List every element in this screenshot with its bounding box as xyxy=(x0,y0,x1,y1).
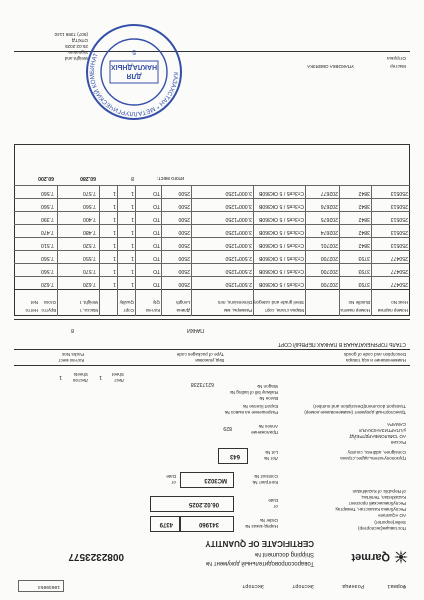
order-label-ru: Наряд-заказ № xyxy=(245,524,278,529)
table-cell: 2.500*1250 xyxy=(225,255,252,261)
signature-note-1: Weight and xyxy=(64,56,88,61)
goods-top-rule xyxy=(14,365,410,366)
goods-label-ru: Наименование и код товара xyxy=(345,358,406,363)
table-cell: ТО xyxy=(153,203,160,209)
table-header-cell-en: Bundle No xyxy=(348,300,370,305)
table-cell: 1 xyxy=(113,281,116,287)
table-cell: 7.550 xyxy=(83,255,96,261)
railway-bill-label-en: Railway bill of lading № xyxy=(230,390,278,395)
print-mode-label: Экспорт xyxy=(292,583,314,589)
sheets-total-label-en: Sheets xyxy=(73,372,88,377)
lot-value: 643 xyxy=(229,453,240,459)
table-cell: 3793 xyxy=(358,281,370,287)
table-cell: Ст3сп5 / 5 ОК360В xyxy=(258,203,304,209)
supplier-name: АО «Qarmet» xyxy=(377,513,406,518)
table-column-divider xyxy=(305,186,306,316)
table-cell: 3793 xyxy=(358,255,370,261)
table-header-rule xyxy=(14,289,410,290)
contract-number: МС3023 xyxy=(204,477,227,483)
table-cell: 250513 xyxy=(390,216,408,222)
table-header-cell-en: Net xyxy=(30,300,38,305)
table-total-label: итого мест: xyxy=(156,175,184,181)
table-cell: 202701 xyxy=(320,242,338,248)
appendix-value: 829 xyxy=(223,425,232,431)
table-cell: 202674 xyxy=(320,229,338,235)
table-column-divider xyxy=(371,186,372,316)
table-cell: 202700 xyxy=(320,255,338,261)
table-cell: Ст3сп5 / 5 ОК360В xyxy=(258,268,304,274)
table-cell: Ст3сп5 / 5 ОК360В xyxy=(258,242,304,248)
table-cell: 250513 xyxy=(390,190,408,196)
table-header-cell-en: Gross xyxy=(43,300,56,305)
contract-label-ru: Контракт № xyxy=(252,480,278,485)
table-cell: ТО xyxy=(153,229,160,235)
table-header-cell-en: Weight, t xyxy=(79,300,98,305)
sheet-label-en: Sheet xyxy=(111,372,124,377)
table-total-gross: 60.280 xyxy=(80,175,96,181)
table-cell: 7.570 xyxy=(83,268,96,274)
table-cell: 7.520 xyxy=(83,242,96,248)
table-cell: 3.000*1250 xyxy=(225,229,252,235)
table-cell: 3.000*1250 xyxy=(225,242,252,248)
stamp-center-bottom: НАКЛАДНЫХ xyxy=(110,63,158,70)
table-cell: 7.560 xyxy=(41,190,54,196)
order-number: 341960 xyxy=(198,521,219,527)
signature-note-2: Signature xyxy=(68,50,88,55)
consignee-line-4: САМАРА xyxy=(387,422,406,427)
order-extra: 4379 xyxy=(159,521,173,527)
table-cell: 1 xyxy=(113,190,116,196)
table-cell: 7.470 xyxy=(41,229,54,235)
table-cell: 2.500*1250 xyxy=(225,268,252,274)
appendix-label-en: Annex № xyxy=(258,424,278,429)
table-cell: 1 xyxy=(131,190,134,196)
table-cell: 250477 xyxy=(390,255,408,261)
table-cell: 1 xyxy=(131,268,134,274)
table-row-rule xyxy=(14,198,410,199)
table-header-cell-en: Qty xyxy=(152,300,160,305)
signature-note-3: 25.02.2025 xyxy=(65,44,88,49)
table-cell: 2500 xyxy=(178,203,190,209)
table-cell: 7.480 xyxy=(83,229,96,235)
table-column-divider xyxy=(161,186,162,316)
footer-name: УПАКОВКА ОБВЯЗКА xyxy=(307,64,354,69)
table-cell: ТО xyxy=(153,216,160,222)
table-cell: 3793 xyxy=(358,268,370,274)
table-cell: 3.000*1250 xyxy=(225,190,252,196)
table-cell: 2.500*1250 xyxy=(225,281,252,287)
table-cell: 3842 xyxy=(358,203,370,209)
table-row-rule xyxy=(14,263,410,264)
wagon-number: 62173238 xyxy=(190,381,214,387)
sheets-total-value: 1 xyxy=(59,374,62,380)
lot-label-ru: Лот № xyxy=(264,456,278,461)
supplier-label-ru: Поставщик(экспортер) xyxy=(358,526,406,531)
table-cell: 3842 xyxy=(358,229,370,235)
table-header-cell: Номер пакета xyxy=(340,308,370,313)
table-cell: 2500 xyxy=(178,242,190,248)
table-cell: 2500 xyxy=(178,255,190,261)
table-header-cell: Нетто xyxy=(25,308,38,313)
sheets-total-label-ru: Листов xyxy=(73,378,88,383)
table-cell: 250477 xyxy=(390,281,408,287)
supplier-line-4: Kazakhstan, Temirtau, xyxy=(360,495,406,500)
wagon-label-en: Wagon № xyxy=(257,384,278,389)
signature-note-4: ОТК/ТД xyxy=(71,38,88,43)
stamp-number: 5 xyxy=(132,48,136,55)
contract-date-label-ru: от xyxy=(171,480,176,485)
contract-label-en: Contract № xyxy=(254,474,278,479)
date-label-en: Date xyxy=(268,498,278,503)
goods-description: СТАЛЬ ГОРЯЧЕКАТАНАЯ В ПАЧКАХ ПЕРВЫЙ СОРТ xyxy=(277,341,406,347)
table-cell: 1 xyxy=(131,242,134,248)
goods-bottom-rule xyxy=(14,319,410,320)
table-row-rule xyxy=(14,237,410,238)
order-label-en: Order № xyxy=(260,518,278,523)
table-column-divider xyxy=(191,186,192,316)
table-header-cell: Кол-во xyxy=(145,308,160,313)
table-cell: 2500 xyxy=(178,268,190,274)
pack-count-label-ru: Кол-во мест xyxy=(58,358,84,363)
table-cell: ТО xyxy=(153,190,160,196)
consignee-label-ru: Грузополучатель,адрес,страна xyxy=(340,456,406,461)
stamp-ring-text: КАЗАХСТАН * МЕТАЛЛУРГИЧЕСКИЙ КОМБИНАТ xyxy=(88,52,180,118)
table-cell: 7.510 xyxy=(41,242,54,248)
contract-date-label-en: Date xyxy=(166,474,176,479)
table-cell: ТО xyxy=(153,242,160,248)
table-cell: Ст3сп5 / 5 ОК360В xyxy=(258,281,304,287)
table-header-cell: Длина xyxy=(176,308,190,313)
sheet-label-ru: Лист xyxy=(114,378,124,383)
export-license-label-en: Export license № xyxy=(242,404,278,409)
table-cell: 2500 xyxy=(178,281,190,287)
table-cell: 2500 xyxy=(178,229,190,235)
pack-type-label-en: Type of packages code xyxy=(176,352,224,357)
table-cell: Ст3сп5 / 5 ОК360В xyxy=(258,229,304,235)
table-column-divider xyxy=(339,186,340,316)
table-column-divider xyxy=(135,186,136,316)
pack-type: ПАЧКИ xyxy=(187,327,204,333)
table-header-cell: Масса, т xyxy=(79,308,98,313)
table-header-cell-en: Dimensions, mm xyxy=(217,300,252,305)
qarmet-logo-icon xyxy=(394,550,408,564)
title-en: Shipping document № xyxy=(254,551,314,557)
table-cell: 7.560 xyxy=(83,203,96,209)
footer-master-label: Мастер xyxy=(390,64,406,69)
table-header-cell: Брутто xyxy=(41,308,56,313)
table-cell: 7.400 xyxy=(83,216,96,222)
table-cell: 250513 xyxy=(390,242,408,248)
table-cell: 3.000*1250 xyxy=(225,216,252,222)
pack-count: 8 xyxy=(71,327,74,333)
supplier-line-2: Республика Казахстан, Темиртау, xyxy=(334,507,406,512)
table-header-cell-en: Quality xyxy=(119,300,134,305)
title-certificate: CERTIFICATE OF QUANTITY xyxy=(205,539,314,548)
table-cell: ТО xyxy=(153,268,160,274)
table-header-cell: Размеры, мм xyxy=(224,308,252,313)
official-stamp-icon xyxy=(84,22,184,122)
table-cell: 7.570 xyxy=(83,190,96,196)
table-cell: 202700 xyxy=(320,268,338,274)
table-cell: 1 xyxy=(113,242,116,248)
table-cell: 3842 xyxy=(358,190,370,196)
form-label: Форма1 xyxy=(387,583,406,589)
export-license-label-ru: Разрешение на вывоз № xyxy=(224,410,278,415)
table-cell: 202675 xyxy=(320,216,338,222)
consignee-line-3: ул.ПАРТИЗАНСКАЯ,8 xyxy=(359,428,406,433)
table-cell: 7.620 xyxy=(83,281,96,287)
table-cell: 1 xyxy=(113,216,116,222)
table-cell: Ст3сп5 / 5 ОК360В xyxy=(258,255,304,261)
table-cell: ТО xyxy=(153,255,160,261)
table-header-cell: Номер партии xyxy=(377,308,408,313)
table-cell: 1 xyxy=(113,229,116,235)
table-column-divider xyxy=(253,186,254,316)
supplier-label-en: Seller(exporter) xyxy=(374,520,406,525)
transport-label-ru: Транспортный документ (наименование,номер) xyxy=(304,410,406,415)
table-cell: 1 xyxy=(131,216,134,222)
consignee-label-en: Consignee, address, country xyxy=(347,450,406,455)
table-column-divider xyxy=(99,186,100,316)
table-cell: 202676 xyxy=(320,203,338,209)
pack-type-label-ru: Вид упаковки xyxy=(195,358,224,363)
print-mode-label-2: Экспорт xyxy=(242,583,264,589)
doc-number: 0082323577 xyxy=(68,551,124,562)
pack-count-label-en: Packs Nos xyxy=(62,352,84,357)
table-cell: ТО xyxy=(153,281,160,287)
title-ru: Товаросопроводительный документ № xyxy=(205,560,314,566)
logo-text: Qarmet xyxy=(351,551,390,563)
table-row-rule xyxy=(14,250,410,251)
table-header-cell-en: Length xyxy=(175,300,190,305)
table-row-rule xyxy=(14,211,410,212)
goods-mid-rule xyxy=(14,349,410,350)
supplier-line-3: Республиканский проспект xyxy=(348,501,406,506)
table-column-divider xyxy=(117,186,118,316)
transport-label-en: Transport document(Description and number) xyxy=(313,404,406,409)
footer-shipping-label: Отгрузка xyxy=(387,56,406,61)
signature-note-5: (907) 7389 1140 xyxy=(54,32,88,37)
date-label-ru: от xyxy=(273,504,278,509)
date-value: 06.02.2025 xyxy=(188,501,219,507)
stamp-center-top: ДЛЯ xyxy=(126,72,142,79)
table-header-cell-en: Steel grade and category xyxy=(252,300,304,305)
table-total-count: 8 xyxy=(131,175,134,181)
table-cell: 2500 xyxy=(178,190,190,196)
table-cell: 1 xyxy=(113,203,116,209)
table-cell: 250477 xyxy=(390,268,408,274)
goods-label-en: Description and code of goods xyxy=(343,352,406,357)
table-cell: 7.390 xyxy=(41,216,54,222)
system-label: Розница xyxy=(342,583,364,589)
table-cell: 7.560 xyxy=(41,268,54,274)
table-cell: 202700 xyxy=(320,281,338,287)
table-cell: 202677 xyxy=(320,190,338,196)
table-cell: 2500 xyxy=(178,216,190,222)
table-cell: 250513 xyxy=(390,229,408,235)
table-header-cell: Сорт xyxy=(123,308,134,313)
appendix-label-ru: Приложение xyxy=(251,430,278,435)
table-header-cell-en: Heat No xyxy=(391,300,408,305)
table-cell: 250513 xyxy=(390,203,408,209)
table-column-divider xyxy=(57,186,58,316)
table-row-rule xyxy=(14,276,410,277)
table-cell: 1 xyxy=(113,268,116,274)
table-header-cell: Марка стали, сорт xyxy=(264,308,304,313)
table-cell: 3842 xyxy=(358,216,370,222)
table-cell: 7.560 xyxy=(41,255,54,261)
wagon-label-ru: Вагон № xyxy=(259,396,278,401)
table-cell: Ст3сп5 / 5 ОК360В xyxy=(258,216,304,222)
sheet-value: 1 xyxy=(99,374,102,380)
consignee-line-1: Россия xyxy=(390,440,406,445)
table-cell: 7.620 xyxy=(41,281,54,287)
goods-table xyxy=(14,144,410,316)
table-cell: 1 xyxy=(131,203,134,209)
table-total-net: 60.200 xyxy=(38,175,54,181)
supplier-line-5: of Republic of Kazakhstan xyxy=(352,489,406,494)
lot-label-en: Lot № xyxy=(265,450,278,455)
table-cell: 3842 xyxy=(358,242,370,248)
consignee-line-2: АО 'СИБЛОМБАРДТРЕЙД' xyxy=(349,434,406,439)
table-cell: 1 xyxy=(131,255,134,261)
table-cell: 3.000*1250 xyxy=(225,203,252,209)
table-row-rule xyxy=(14,185,410,186)
table-row-rule xyxy=(14,224,410,225)
table-cell: 1 xyxy=(131,229,134,235)
table-cell: Ст3сп5 / 5 ОК360В xyxy=(258,190,304,196)
table-cell: 7.560 xyxy=(41,203,54,209)
table-cell: 1 xyxy=(113,255,116,261)
page-number: 10030054 xyxy=(37,584,60,589)
table-cell: 1 xyxy=(131,281,134,287)
